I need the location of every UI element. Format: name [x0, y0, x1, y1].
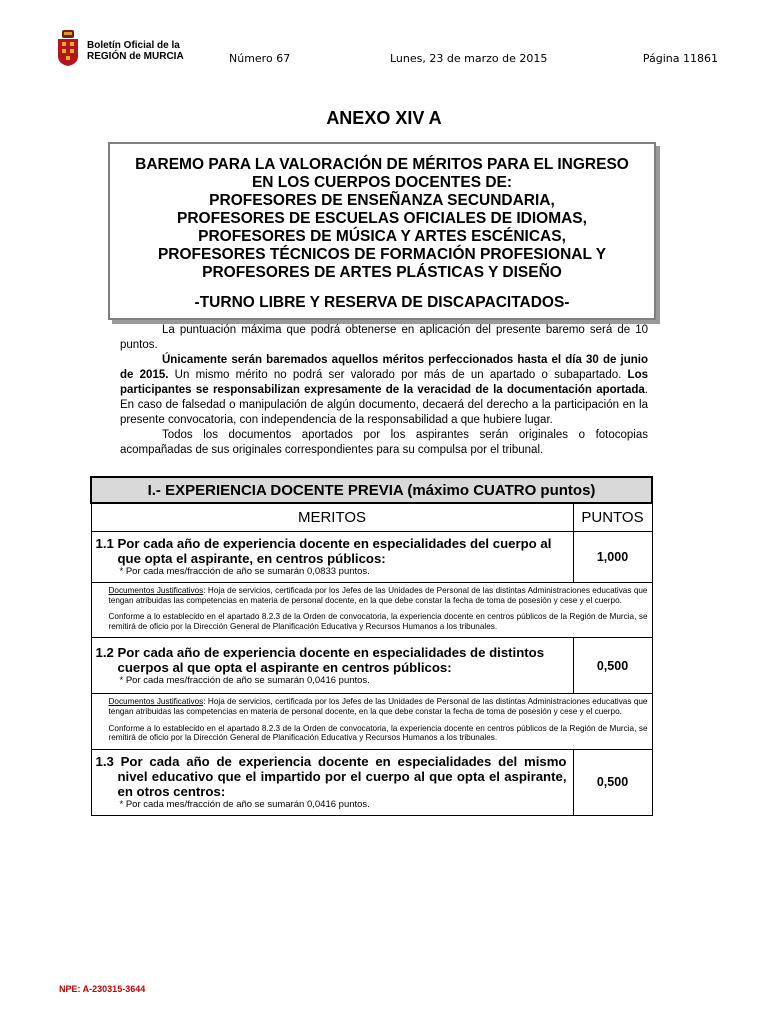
issue-date: Lunes, 23 de marzo de 2015	[390, 52, 548, 65]
title-lines	[110, 156, 654, 282]
points-cell: 1,000	[573, 532, 652, 583]
page-number: Página 11861	[642, 52, 718, 65]
title-line: PROFESORES DE ARTES PLÁSTICAS Y DISEÑO	[202, 264, 562, 281]
merit-note: * Por cada mes/fracción de año se sumarán 0,0833 puntos.	[119, 566, 370, 577]
title-line: EN LOS CUERPOS DOCENTES DE:	[251, 174, 513, 191]
npe-code: NPE: A-230315-3644	[59, 984, 146, 994]
column-header-row	[91, 503, 652, 532]
docs-text: : Hoja de servicios, certificada por los Jefes de las Unidades de Personal de las distintas Administraciones educativas que tengan atribuidas las competencias en materia de personal docente, en la que debe constar la fecha de toma de posesión y cese y el cuerpo.	[108, 586, 648, 605]
docs-label: Documentos Justificativos	[108, 697, 204, 707]
murcia-coat-of-arms-icon	[56, 30, 80, 66]
merit-cell	[91, 749, 573, 815]
intro-paragraph-3: Todos los documentos aportados por los aspirantes serán originales o fotocopias acompañadas de sus originales correspondientes para su compulsa por el tribunal.	[120, 429, 648, 456]
table-row	[91, 532, 652, 583]
docs-row	[91, 694, 652, 749]
title-line: PROFESORES DE ESCUELAS OFICIALES DE IDIOMAS,	[177, 210, 587, 227]
intro-text-1: Un mismo mérito no podrá ser valorado por más de un apartado o subapartado.	[168, 369, 628, 381]
column-header-puntos: PUNTOS	[573, 503, 652, 532]
logo-line-2: REGIÓN de MURCIA	[87, 51, 184, 62]
logo-line-1: Boletín Oficial de la	[87, 40, 180, 51]
column-header-meritos: MERITOS	[91, 503, 573, 532]
title-line: PROFESORES DE MÚSICA Y ARTES ESCÉNICAS,	[198, 228, 566, 245]
annex-title: ANEXO XIV A	[326, 108, 442, 128]
bulletin-logo-text	[87, 40, 184, 62]
intro-paragraph-2	[120, 353, 648, 428]
title-line: BAREMO PARA LA VALORACIÓN DE MÉRITOS PARA EL INGRESO	[135, 156, 629, 173]
points-cell: 0,500	[573, 638, 652, 694]
merit-cell	[91, 532, 573, 583]
docs-label: Documentos Justificativos	[108, 586, 204, 595]
docs-paragraph: Conforme a lo establecido en el apartado 8.2.3 de la Orden de convocatoria, la experiencia docente en centros públicos de la Región de Murcia, se remitirá de oficio por la Dirección General de Planificación Educativa y Recursos Humanos a los tribunales.	[108, 723, 648, 743]
section-title: I.- EXPERIENCIA DOCENTE PREVIA (máximo CUATRO puntos)	[91, 477, 652, 503]
docs-cell	[91, 694, 652, 749]
merit-title: 1.3 Por cada año de experiencia docente en especialidades del mismo nivel educativo que el impartido por el cuerpo al que opta el aspirante, en otros centros:	[95, 753, 567, 799]
docs-row	[91, 583, 652, 638]
merit-note: * Por cada mes/fracción de año se sumarán 0,0416 puntos.	[119, 798, 370, 810]
intro-text-2: . En caso de falsedad o manipulación de algún documento, decaerá del derecho a la participación en la presente convocatoria, con independencia de la responsabilidad a que hubiere lugar.	[120, 384, 648, 426]
intro-bold-responsibility: Los participantes se responsabilizan expresamente de la veracidad de la documentación aportada	[120, 369, 648, 396]
merit-note: * Por cada mes/fracción de año se sumarán 0,0416 puntos.	[119, 674, 370, 686]
points-cell: 0,500	[573, 749, 652, 815]
title-box	[108, 142, 656, 320]
docs-text: : Hoja de servicios, certificada por los Jefes de las Unidades de Personal de las distintas Administraciones educativas que tengan atribuidas las competencias en materia de personal docente, en la que debe constar la fecha de toma de posesión y cese y el cuerpo.	[108, 697, 648, 716]
table-row	[91, 638, 652, 694]
intro-bold-deadline: Únicamente serán baremados aquellos méritos perfeccionados hasta el día 30 de junio de 2015.	[120, 354, 648, 381]
docs-paragraph: Conforme a lo establecido en el apartado 8.2.3 de la Orden de convocatoria, la experiencia docente en centros públicos de la Región de Murcia, se remitirá de oficio por la Dirección General de Planificación Educativa y Recursos Humanos a los tribunales.	[108, 612, 648, 631]
issue-number: Número 67	[229, 52, 291, 65]
intro-text	[120, 323, 648, 458]
docs-paragraph	[109, 697, 648, 716]
turno-subtitle: -TURNO LIBRE Y RESERVA DE DISCAPACITADOS-	[194, 294, 570, 311]
title-line: PROFESORES TÉCNICOS DE FORMACIÓN PROFESIONAL Y	[157, 246, 607, 263]
intro-paragraph-1: La puntuación máxima que podrá obtenerse en aplicación del presente baremo será de 10 puntos.	[120, 324, 648, 351]
merit-title: 1.2 Por cada año de experiencia docente en especialidades de distintos cuerpos al que opta el aspirante en centros públicos:	[95, 644, 545, 675]
table-row	[91, 749, 652, 815]
section-header-row	[91, 477, 652, 503]
docs-cell	[91, 583, 652, 638]
merit-cell	[91, 638, 573, 694]
page-header	[56, 30, 718, 70]
title-line: PROFESORES DE ENSEÑANZA SECUNDARIA,	[209, 192, 555, 209]
merit-title: 1.1 Por cada año de experiencia docente en especialidades del cuerpo al que opta el aspirante, en centros públicos:	[95, 536, 552, 566]
merits-table	[90, 476, 653, 816]
docs-paragraph	[109, 586, 648, 605]
